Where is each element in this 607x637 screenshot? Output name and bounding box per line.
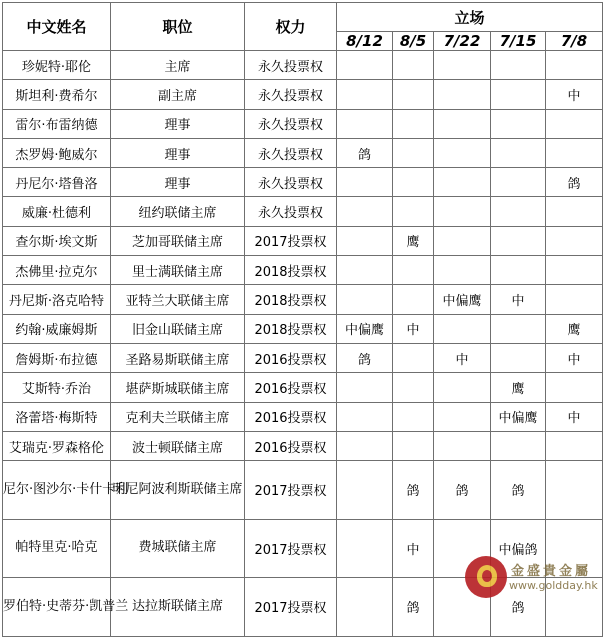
stance-cell: 鸽 [491,578,546,637]
stance-cell: 鹰 [491,373,546,402]
stance-cell [337,461,393,520]
voting-power: 永久投票权 [245,138,337,167]
stance-cell [337,256,393,285]
stance-cell [491,226,546,255]
stance-cell [491,197,546,226]
stance-cell [434,80,491,109]
stance-cell: 鸽 [393,578,434,637]
stance-cell: 中 [546,402,603,431]
stance-cell [393,80,434,109]
header-date: 7/15 [491,32,546,51]
stance-cell [491,80,546,109]
stance-cell: 鸽 [337,343,393,372]
official-position: 理事 [111,109,245,138]
header-stance: 立场 [337,3,603,32]
stance-cell: 鸽 [546,168,603,197]
stance-cell [434,51,491,80]
stance-cell [434,197,491,226]
stance-cell [393,138,434,167]
table-row [3,138,603,167]
stance-cell: 中 [434,343,491,372]
stance-cell [337,109,393,138]
stance-cell: 中偏鹰 [491,402,546,431]
stance-cell: 鸽 [434,461,491,520]
header-position: 职位 [111,3,245,51]
stance-cell [337,285,393,314]
stance-cell [491,431,546,460]
table-row [3,314,603,343]
stance-cell [546,51,603,80]
stance-cell [546,285,603,314]
stance-cell [491,109,546,138]
stance-cell: 中 [546,80,603,109]
stance-cell [393,402,434,431]
official-position: 堪萨斯城联储主席 [111,373,245,402]
table-row [3,343,603,372]
official-name: 丹尼斯·洛克哈特 [3,285,111,314]
stance-cell [491,314,546,343]
table-body [3,51,603,637]
voting-power: 2016投票权 [245,343,337,372]
table-row [3,431,603,460]
voting-power: 永久投票权 [245,197,337,226]
official-position: 达拉斯联储主席 [111,578,245,637]
official-position: 费城联储主席 [111,519,245,578]
official-name: 杰佛里·拉克尔 [3,256,111,285]
stance-cell [491,138,546,167]
voting-power: 2017投票权 [245,578,337,637]
stance-cell [337,519,393,578]
official-position: 圣路易斯联储主席 [111,343,245,372]
stance-cell: 鹰 [546,314,603,343]
stance-cell [337,51,393,80]
voting-power: 2017投票权 [245,461,337,520]
official-name: 查尔斯·埃文斯 [3,226,111,255]
official-position: 纽约联储主席 [111,197,245,226]
stance-cell [491,51,546,80]
official-name: 尼尔·图沙尔·卡什卡利 [3,461,111,520]
stance-cell: 鸽 [491,461,546,520]
stance-cell [546,256,603,285]
official-position: 副主席 [111,80,245,109]
official-name: 威廉·杜德利 [3,197,111,226]
stance-cell [434,138,491,167]
table-row [3,285,603,314]
stance-cell [434,431,491,460]
stance-cell [393,285,434,314]
stance-cell: 中偏鹰 [337,314,393,343]
official-position: 明尼阿波利斯联储主席 [111,461,245,520]
table-row [3,197,603,226]
official-position: 理事 [111,168,245,197]
table-row [3,80,603,109]
stance-cell [491,168,546,197]
stance-cell [393,197,434,226]
official-position: 旧金山联储主席 [111,314,245,343]
stance-cell [393,51,434,80]
stance-cell [337,431,393,460]
voting-power: 永久投票权 [245,51,337,80]
stance-cell [546,109,603,138]
stance-cell: 中 [393,519,434,578]
stance-cell [434,168,491,197]
table-row [3,168,603,197]
official-position: 理事 [111,138,245,167]
stance-cell [393,431,434,460]
table-row [3,256,603,285]
header-date: 8/5 [393,32,434,51]
stance-cell [337,402,393,431]
stance-cell [337,578,393,637]
official-name: 丹尼尔·塔鲁洛 [3,168,111,197]
stance-cell [434,373,491,402]
official-name: 约翰·威廉姆斯 [3,314,111,343]
stance-cell [393,343,434,372]
stance-cell: 中 [491,285,546,314]
stance-cell [337,80,393,109]
stance-cell: 中偏鸽 [491,519,546,578]
stance-cell [337,226,393,255]
stance-cell [393,168,434,197]
stance-cell: 中偏鹰 [434,285,491,314]
table-row [3,461,603,520]
official-name: 珍妮特·耶伦 [3,51,111,80]
voting-power: 永久投票权 [245,168,337,197]
stance-cell: 鸽 [393,461,434,520]
stance-cell [393,109,434,138]
fed-officials-table [2,2,603,637]
stance-cell [393,373,434,402]
stance-cell: 鹰 [393,226,434,255]
official-position: 芝加哥联储主席 [111,226,245,255]
stance-cell [546,138,603,167]
official-position: 克利夫兰联储主席 [111,402,245,431]
official-name: 帕特里克·哈克 [3,519,111,578]
stance-cell [546,197,603,226]
header-date: 7/22 [434,32,491,51]
voting-power: 2016投票权 [245,431,337,460]
table-row [3,226,603,255]
stance-cell [337,168,393,197]
stance-cell: 中 [546,343,603,372]
voting-power: 永久投票权 [245,80,337,109]
official-name: 雷尔·布雷纳德 [3,109,111,138]
stance-cell [546,461,603,520]
stance-cell [546,431,603,460]
official-name: 斯坦利·费希尔 [3,80,111,109]
logo-name: 金盛貴金屬 [511,564,592,579]
official-position: 里士满联储主席 [111,256,245,285]
stance-cell [546,373,603,402]
stance-cell: 中 [393,314,434,343]
table-row [3,109,603,138]
stance-cell [434,314,491,343]
voting-power: 永久投票权 [245,109,337,138]
official-position: 亚特兰大联储主席 [111,285,245,314]
logo-url: www.goldday.hk [509,579,598,592]
stance-cell [491,343,546,372]
official-name: 杰罗姆·鲍威尔 [3,138,111,167]
voting-power: 2018投票权 [245,285,337,314]
watermark-logo [465,556,605,600]
stance-cell [434,109,491,138]
header-date: 8/12 [337,32,393,51]
official-name: 艾斯特·乔治 [3,373,111,402]
stance-cell [393,256,434,285]
table-row [3,373,603,402]
official-name: 罗伯特·史蒂芬·凯普兰 [3,578,111,637]
header-power: 权力 [245,3,337,51]
stance-cell [434,256,491,285]
official-name: 洛蕾塔·梅斯特 [3,402,111,431]
table-row [3,402,603,431]
voting-power: 2018投票权 [245,314,337,343]
stance-cell [434,402,491,431]
logo-emblem-icon [465,556,507,598]
official-name: 詹姆斯·布拉德 [3,343,111,372]
header-name: 中文姓名 [3,3,111,51]
voting-power: 2016投票权 [245,402,337,431]
official-position: 波士顿联储主席 [111,431,245,460]
voting-power: 2017投票权 [245,519,337,578]
stance-cell [337,373,393,402]
stance-cell: 鸽 [337,138,393,167]
stance-cell [491,256,546,285]
stance-cell [434,226,491,255]
voting-power: 2018投票权 [245,256,337,285]
header-row-1 [3,3,603,32]
stance-cell [337,197,393,226]
official-name: 艾瑞克·罗森格伦 [3,431,111,460]
header-date: 7/8 [546,32,603,51]
table-row [3,51,603,80]
stance-cell [546,226,603,255]
official-position: 主席 [111,51,245,80]
voting-power: 2017投票权 [245,226,337,255]
voting-power: 2016投票权 [245,373,337,402]
